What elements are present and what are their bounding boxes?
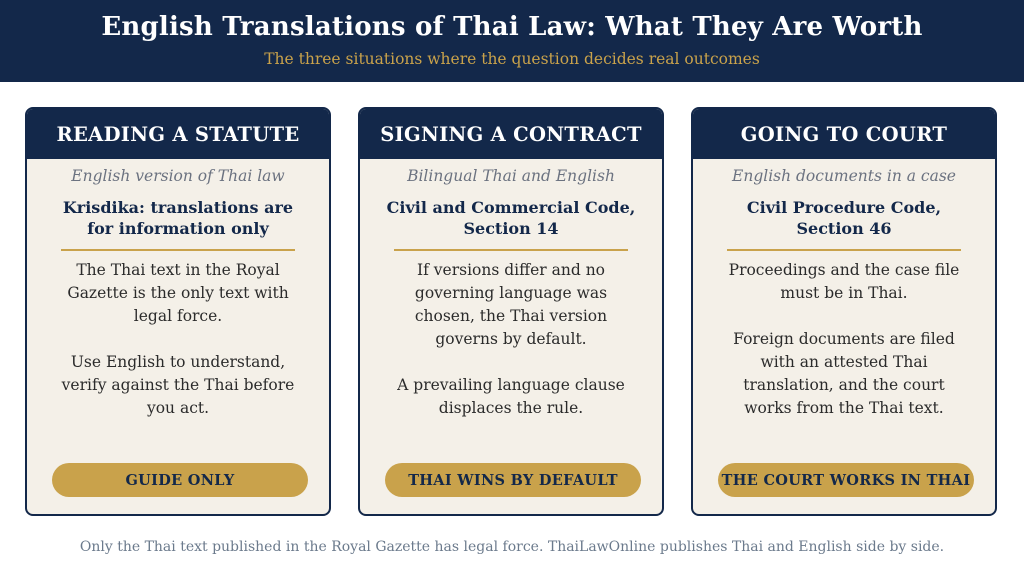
- card-reading-a-statute: [25, 107, 331, 516]
- card-body: [55, 259, 301, 443]
- page-subtitle: The three situations where the question decides real outcomes: [264, 50, 760, 68]
- card-badge: GUIDE ONLY: [52, 463, 308, 497]
- page-title: English Translations of Thai Law: What They Are Worth: [101, 12, 923, 42]
- card-paragraph: Proceedings and the case file must be in Thai.: [728, 261, 960, 302]
- card-divider: [61, 249, 295, 251]
- card-source: Civil and Commercial Code, Section 14: [386, 198, 636, 238]
- footer-note: Only the Thai text published in the Royal Gazette has legal force. ThaiLawOnline publishes Thai and English side by side.: [79, 539, 945, 555]
- card-source: Krisdika: translations are for information only: [62, 198, 294, 238]
- card-paragraph: A prevailing language clause displaces the rule.: [397, 376, 625, 417]
- card-heading: READING A STATUTE: [27, 109, 329, 159]
- card-body: [721, 259, 967, 443]
- card-paragraph: The Thai text in the Royal Gazette is the only text with legal force.: [67, 261, 289, 325]
- card-body: [388, 259, 634, 443]
- card-heading: GOING TO COURT: [693, 109, 995, 159]
- card-paragraph: If versions differ and no governing language was chosen, the Thai version governs by default.: [414, 261, 608, 348]
- card-divider: [394, 249, 628, 251]
- card-badge: THE COURT WORKS IN THAI: [718, 463, 974, 497]
- card-badge: THAI WINS BY DEFAULT: [385, 463, 641, 497]
- card-context: English documents in a case: [732, 167, 956, 185]
- card-context: English version of Thai law: [71, 167, 285, 185]
- card-context: Bilingual Thai and English: [407, 167, 615, 185]
- card-signing-a-contract: [358, 107, 664, 516]
- page-header: [0, 0, 1024, 82]
- card-source: Civil Procedure Code, Section 46: [746, 198, 942, 238]
- card-paragraph: Use English to understand, verify against the Thai before you act.: [61, 353, 295, 417]
- card-divider: [727, 249, 961, 251]
- card-paragraph: Foreign documents are filed with an attested Thai translation, and the court works from the Thai text.: [733, 330, 955, 417]
- card-going-to-court: [691, 107, 997, 516]
- card-heading: SIGNING A CONTRACT: [360, 109, 662, 159]
